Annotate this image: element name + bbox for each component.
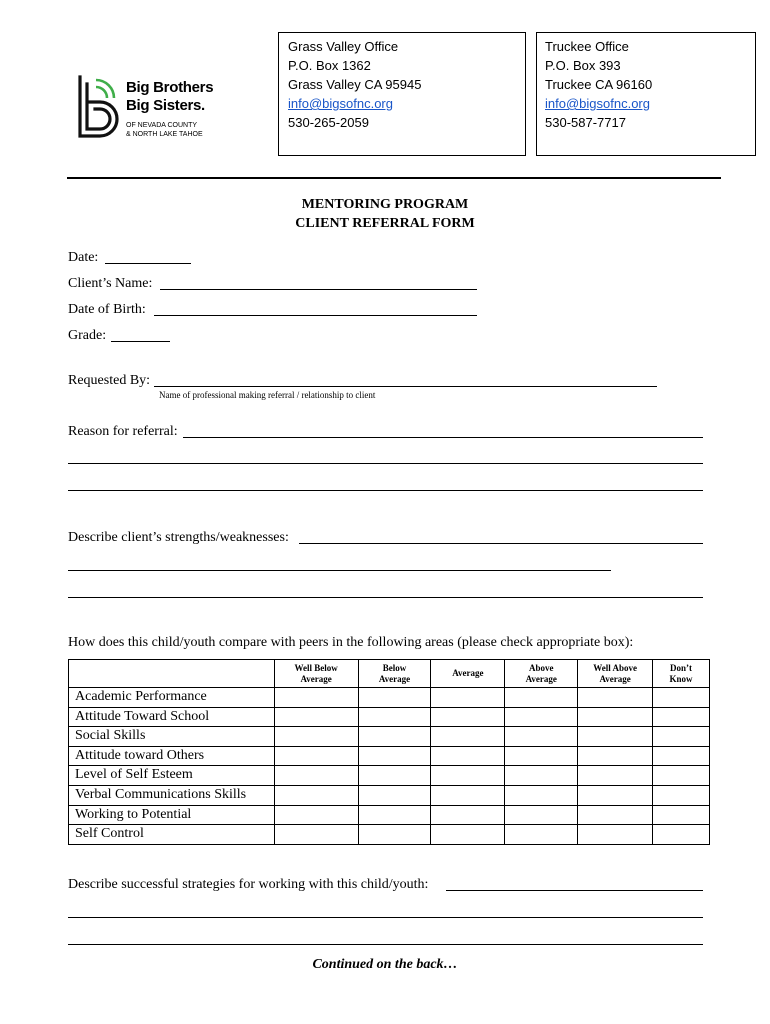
checkbox-cell[interactable] — [358, 746, 431, 766]
checkbox-cell[interactable] — [653, 825, 710, 845]
checkbox-cell[interactable] — [431, 727, 505, 747]
row-label: Level of Self Esteem — [69, 766, 275, 786]
row-label: Academic Performance — [69, 688, 275, 708]
row-label: Working to Potential — [69, 805, 275, 825]
checkbox-cell[interactable] — [505, 688, 578, 708]
checkbox-cell[interactable] — [358, 805, 431, 825]
peer-comparison-table — [68, 659, 710, 845]
dob-field[interactable] — [154, 315, 477, 316]
comparison-question: How does this child/youth compare with peers in the following areas (please check appropriate box): — [68, 635, 634, 650]
grade-field[interactable] — [111, 341, 170, 342]
requested-by-label: Requested By: — [68, 373, 151, 388]
checkbox-cell[interactable] — [505, 766, 578, 786]
checkbox-cell[interactable] — [274, 727, 358, 747]
grass-valley-office-info — [288, 37, 421, 132]
checkbox-cell[interactable] — [505, 727, 578, 747]
office-po: P.O. Box 1362 — [288, 58, 371, 73]
strategies-field-line-1[interactable] — [446, 890, 703, 891]
col-header-above: Above Average — [505, 660, 578, 688]
strategies-field-line-2[interactable] — [68, 917, 703, 918]
table-row — [69, 785, 710, 805]
table-row — [69, 688, 710, 708]
checkbox-cell[interactable] — [578, 707, 653, 727]
grade-label: Grade: — [68, 328, 107, 343]
col-header-well-above: Well Above Average — [578, 660, 653, 688]
checkbox-cell[interactable] — [578, 688, 653, 708]
office-email-link[interactable]: info@bigsofnc.org — [288, 96, 393, 111]
checkbox-cell[interactable] — [274, 785, 358, 805]
brand-sub-line-2: & NORTH LAKE TAHOE — [126, 131, 203, 138]
checkbox-cell[interactable] — [505, 746, 578, 766]
office-name: Truckee Office — [545, 39, 629, 54]
table-row — [69, 746, 710, 766]
row-label: Attitude toward Others — [69, 746, 275, 766]
checkbox-cell[interactable] — [578, 727, 653, 747]
checkbox-cell[interactable] — [274, 688, 358, 708]
table-row — [69, 707, 710, 727]
office-po: P.O. Box 393 — [545, 58, 621, 73]
reason-field-line-2[interactable] — [68, 463, 703, 464]
header-empty-cell — [69, 660, 275, 688]
requested-by-hint: Name of professional making referral / relationship to client — [159, 390, 376, 400]
checkbox-cell[interactable] — [358, 727, 431, 747]
table-row — [69, 727, 710, 747]
reason-field-line-3[interactable] — [68, 490, 703, 491]
table-header-row — [69, 660, 710, 688]
checkbox-cell[interactable] — [358, 766, 431, 786]
table-row — [69, 805, 710, 825]
office-phone: 530-265-2059 — [288, 115, 369, 130]
dob-label: Date of Birth: — [68, 302, 146, 317]
client-name-field[interactable] — [160, 289, 477, 290]
office-name: Grass Valley Office — [288, 39, 399, 54]
checkbox-cell[interactable] — [653, 805, 710, 825]
checkbox-cell[interactable] — [431, 785, 505, 805]
checkbox-cell[interactable] — [505, 707, 578, 727]
checkbox-cell[interactable] — [274, 805, 358, 825]
title-line-2: CLIENT REFERRAL FORM — [295, 216, 475, 231]
date-label: Date: — [68, 250, 99, 265]
brand-line-1: Big Brothers — [126, 79, 214, 96]
row-label: Attitude Toward School — [69, 707, 275, 727]
office-city: Grass Valley CA 95945 — [288, 77, 422, 92]
checkbox-cell[interactable] — [578, 825, 653, 845]
strategies-field-line-3[interactable] — [68, 944, 703, 945]
date-field[interactable] — [105, 263, 191, 264]
client-name-label: Client’s Name: — [68, 276, 153, 291]
brand-sub-line-1: OF NEVADA COUNTY — [126, 122, 198, 129]
reason-label: Reason for referral: — [68, 424, 178, 439]
strengths-label: Describe client’s strengths/weaknesses: — [68, 530, 289, 545]
table-row — [69, 825, 710, 845]
strengths-field-line-2[interactable] — [68, 570, 611, 571]
title-line-1: MENTORING PROGRAM — [301, 197, 469, 212]
brand-line-2: Big Sisters. — [126, 97, 205, 114]
checkbox-cell[interactable] — [578, 785, 653, 805]
checkbox-cell[interactable] — [431, 688, 505, 708]
checkbox-cell[interactable] — [505, 825, 578, 845]
checkbox-cell[interactable] — [578, 746, 653, 766]
page-title — [0, 195, 770, 233]
bbbs-logo-icon — [76, 74, 122, 140]
strengths-field-line-3[interactable] — [68, 597, 703, 598]
truckee-office-info — [545, 37, 652, 132]
checkbox-cell[interactable] — [431, 707, 505, 727]
checkbox-cell[interactable] — [653, 766, 710, 786]
checkbox-cell[interactable] — [358, 785, 431, 805]
checkbox-cell[interactable] — [505, 785, 578, 805]
checkbox-cell[interactable] — [274, 825, 358, 845]
checkbox-cell[interactable] — [431, 825, 505, 845]
requested-by-field[interactable] — [154, 386, 657, 387]
continued-note: Continued on the back… — [312, 957, 458, 972]
checkbox-cell[interactable] — [274, 746, 358, 766]
checkbox-cell[interactable] — [431, 746, 505, 766]
checkbox-cell[interactable] — [431, 766, 505, 786]
checkbox-cell[interactable] — [653, 707, 710, 727]
checkbox-cell[interactable] — [653, 688, 710, 708]
col-header-below: Below Average — [358, 660, 431, 688]
col-header-well-below: Well Below Average — [274, 660, 358, 688]
col-header-dont-know: Don’t Know — [653, 660, 710, 688]
checkbox-cell[interactable] — [653, 746, 710, 766]
checkbox-cell[interactable] — [578, 805, 653, 825]
row-label: Social Skills — [69, 727, 275, 747]
table-row — [69, 766, 710, 786]
header-divider — [67, 177, 721, 179]
checkbox-cell[interactable] — [358, 688, 431, 708]
reason-field-line-1[interactable] — [183, 437, 703, 438]
checkbox-cell[interactable] — [653, 785, 710, 805]
office-city: Truckee CA 96160 — [545, 77, 653, 92]
strengths-field-line-1[interactable] — [299, 543, 703, 544]
row-label: Self Control — [69, 825, 275, 845]
checkbox-cell[interactable] — [578, 766, 653, 786]
checkbox-cell[interactable] — [358, 707, 431, 727]
office-email-link[interactable]: info@bigsofnc.org — [545, 96, 650, 111]
checkbox-cell[interactable] — [358, 825, 431, 845]
col-header-average: Average — [431, 660, 505, 688]
checkbox-cell[interactable] — [653, 727, 710, 747]
office-phone: 530-587-7717 — [545, 115, 626, 130]
checkbox-cell[interactable] — [431, 805, 505, 825]
checkbox-cell[interactable] — [274, 707, 358, 727]
checkbox-cell[interactable] — [274, 766, 358, 786]
checkbox-cell[interactable] — [505, 805, 578, 825]
row-label: Verbal Communications Skills — [69, 785, 275, 805]
strategies-label: Describe successful strategies for working with this child/youth: — [68, 877, 429, 892]
